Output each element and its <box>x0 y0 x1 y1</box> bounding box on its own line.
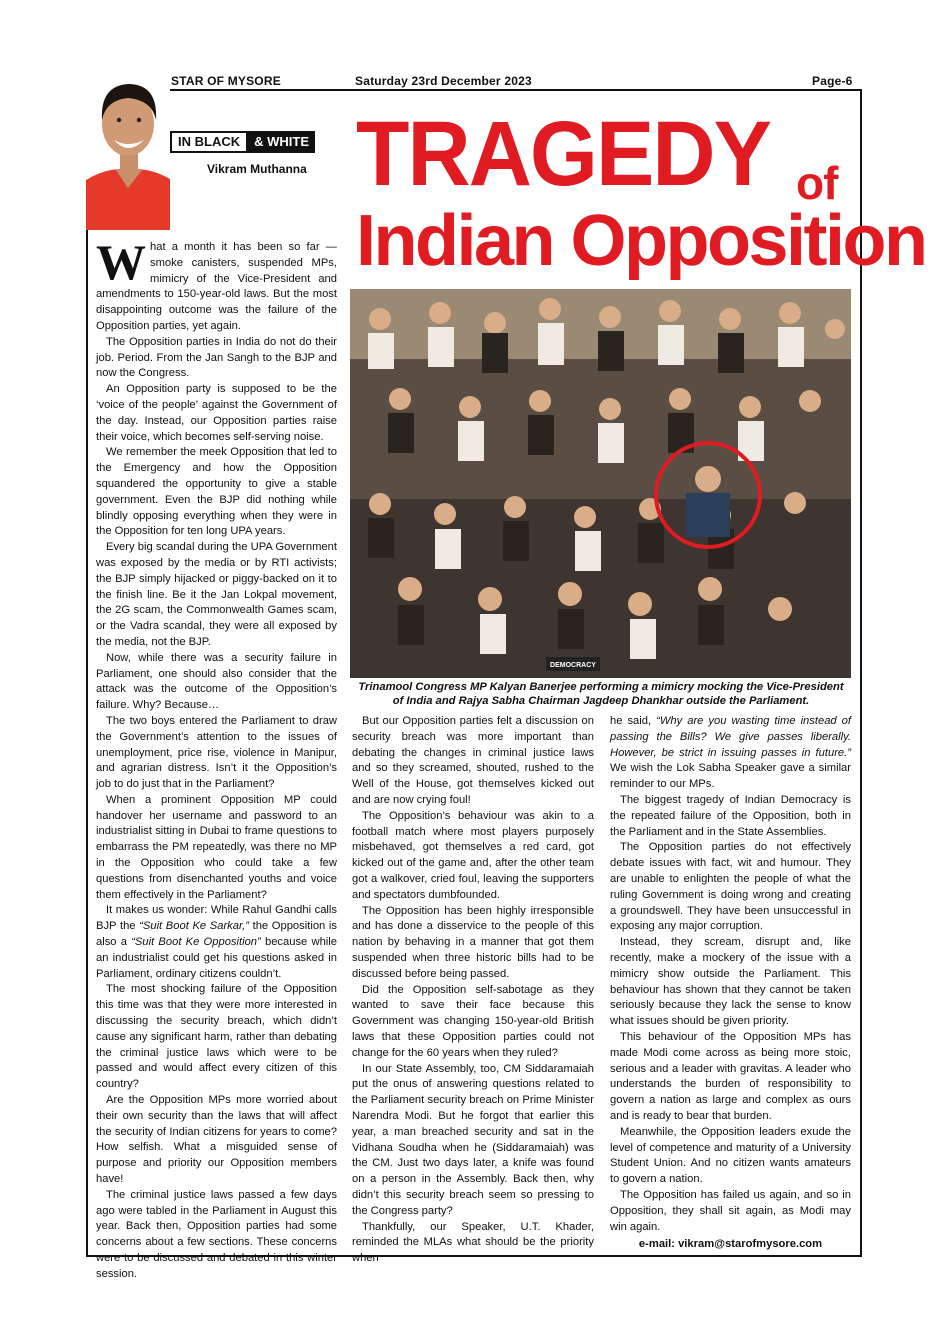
paragraph: Every big scandal during the UPA Government was exposed by the media or by RTI activists; the BJP simply hijacked or piggy-backed on it to the finish line. Be it the Jan Lokpal movement, the 2G scam, the Commonwealth Games scam, or the Vadra scandal, they were all exposed by the media, not the BJP. <box>96 541 337 648</box>
paragraph: We remember the meek Opposition that led to the Emergency and how the Opposition squandered the opportunity to give a stable government. Even the BJP did nothing while blindly opposing everything when they were in the Opposition for ten long UPA years. <box>96 446 337 538</box>
drop-cap: W <box>96 234 146 290</box>
newspaper-name: STAR OF MYSORE <box>171 74 281 88</box>
protest-photo <box>350 289 851 678</box>
photo-watermark: DEMOCRACY <box>550 662 596 669</box>
paragraph: Meanwhile, the Opposition leaders exude the level of competence and maturity of a University Student Union. And no citizen wants amateurs to govern a nation. <box>610 1125 851 1186</box>
paragraph: This behaviour of the Opposition MPs has made Modi come across as being more stoic, serious and a leader with gravitas. A leader who understands the burden of responsibility to govern a nation as large and complex as ours and is ready to bear that burden. <box>610 1030 851 1122</box>
column-tag-right: & WHITE <box>248 131 315 153</box>
paragraph: Did the Opposition self-sabotage as they wanted to save their face because this Government was changing 150-year-old British laws that these Opposition parties could not change for the 60 years when they ruled? <box>352 983 594 1059</box>
paragraph: he said, “Why are you wasting time instead of passing the Bills? We give passes liberally. However, be strict in issuing passes in future.” We wish the Lok Sabha Speaker gave a similar reminder to our MPs. <box>610 715 851 791</box>
issue-date: Saturday 23rd December 2023 <box>355 74 532 88</box>
paragraph: The most shocking failure of the Opposition this time was that they were more interested in discussing the security breach, which didn’t cause any significant harm, rather than debating the criminal justice laws which were to be passed and would affect every citizen of this country? <box>96 983 337 1091</box>
author-email[interactable]: e-mail: vikram@starofmysore.com <box>638 1238 823 1251</box>
author-portrait <box>86 66 170 230</box>
article-column-3 <box>610 714 851 1253</box>
page-number: Page-6 <box>812 74 853 88</box>
headline-tragedy: TRAGEDY <box>356 103 771 205</box>
paragraph: But our Opposition parties felt a discussion on security breach was more important than debating the changes in criminal justice laws and so they screamed, shouted, rushed to the Well of the House, got themselves kicked out and are now crying foul! <box>352 715 594 806</box>
paragraph: Are the Opposition MPs more worried about their own security than the laws that will affect the security of Indian citizens for years to come? How selfish. What a misguided sense of purpose and priority our Opposition members have! <box>96 1094 337 1186</box>
column-tag-left: IN BLACK <box>170 131 248 153</box>
photo-caption: Trinamool Congress MP Kalyan Banerjee performing a mimicry mocking the Vice-President of India and Rajya Sabha Chairman Jagdeep Dhankhar outside the Parliament. <box>358 681 844 707</box>
paragraph: Thankfully, our Speaker, U.T. Khader, reminded the MLAs what should be the priority when <box>352 1220 594 1265</box>
headline-indian-opposition: Indian Opposition <box>356 201 926 281</box>
paragraph: In our State Assembly, too, CM Siddaramaiah put the onus of answering questions related to the Parliament security breach on Prime Minister Narendra Modi. But he forgot that earlier this year, a man breached security and sat in the Vidhana Soudha when he (Siddaramaiah) was the CM. Just two days later, a knife was found on a person in the Assembly. Back then, why didn’t this security breach seem so pressing to the Congress party? <box>352 1062 594 1217</box>
paragraph: Now, while there was a security failure in Parliament, one should also consider that the attack was the outcome of the Opposition’s failure. Why? Because… <box>96 651 337 712</box>
paragraph: The Opposition’s behaviour was akin to a football match where most players purposely misbehaved, got themselves a red card, got kicked out of the game and, after the other team got a walkover, cried foul, leaving the supporters and spectators dumbfounded. <box>352 809 594 901</box>
paragraph: The two boys entered the Parliament to draw the Government’s attention to the issues of unemployment, price rise, violence in Manipur, and agrarian distress. Isn’t it the Opposition’s job to do just that in the Parliament? <box>96 714 337 791</box>
paragraph: What a month it has been so far — smoke canisters, suspended MPs, mimicry of the Vice-President and amendments to 150-year-old laws. But the most disappointing outcome was the failure of the Opposition parties, yet again. <box>96 234 337 332</box>
paragraph: When a prominent Opposition MP could handover her username and password to an industrialist sitting in Dubai to frame questions to embarrass the PM repeatedly, was there no MP in the Opposition who could take a few questions from disenchanted youths and voice them effectively in the Parliament? <box>96 793 337 901</box>
paragraph: Instead, they scream, disrupt and, like recently, make a mockery of the issue with a mimicry show outside the Parliament. This behaviour has shown that they cannot be taken seriously because they lack the sense to know what issues should be given priority. <box>610 936 851 1028</box>
paragraph: The Opposition has been highly irresponsible and has done a disservice to the people of this nation by behaving in a manner that got them suspended when three historic bills had to be discussed before being passed. <box>352 904 594 980</box>
paragraph: The Opposition parties do not effectively debate issues with fact, wit and humour. They are unable to enlighten the people of what the ruling Government is doing wrong and creating a groundswell. They have been unsuccessful in exposing any major corruption. <box>610 841 851 933</box>
article-column-2 <box>352 714 594 1267</box>
column-tag <box>170 131 315 153</box>
headline-of: of <box>796 157 838 209</box>
paragraph: The criminal justice laws passed a few days ago were tabled in the Parliament in August this year. Back then, Opposition parties had some concerns about a few sections. These concerns were to be discussed and debated in this winter session. <box>96 1188 337 1280</box>
article-column-1 <box>96 234 337 1283</box>
paragraph: The biggest tragedy of Indian Democracy is the repeated failure of the Opposition, both in the Parliament and in the State Assemblies. <box>610 793 851 838</box>
paragraph: The Opposition has failed us again, and so in Opposition, they shall sit again, as Modi may win again. <box>610 1188 851 1233</box>
paragraph: It makes us wonder: While Rahul Gandhi calls BJP the “Suit Boot Ke Sarkar,” the Opposition is also a “Suit Boot Ke Opposition” because while an industrialist could get his questions asked in Parliament, ordinary citizens couldn’t. <box>96 904 337 980</box>
paragraph: An Opposition party is supposed to be the ‘voice of the people’ against the Government of the day. Instead, our Opposition parties raise their voice, which becomes self-serving noise. <box>96 383 337 443</box>
paragraph: The Opposition parties in India do not do their job. Period. From the Jan Sangh to the BJP and now the Congress. <box>96 335 337 380</box>
author-byline: Vikram Muthanna <box>207 162 307 176</box>
